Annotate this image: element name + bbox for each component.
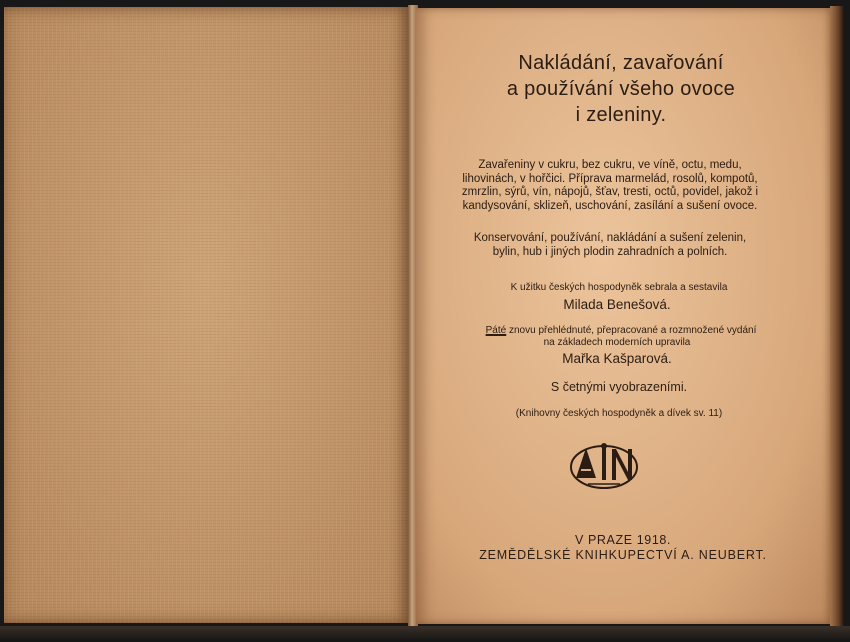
author-name-2: Mařka Kašparová.	[562, 351, 672, 366]
edition-number: Páté	[485, 325, 507, 336]
publication-place-year: V PRAZE 1918.	[574, 533, 672, 547]
book-title	[436, 50, 806, 128]
edition-description: znovu přehlédnuté, přepracované a rozmnožené vydání	[508, 325, 757, 336]
binding-edge	[0, 626, 850, 642]
publisher-emblem-icon	[568, 440, 640, 492]
title-line-3: i zeleniny.	[575, 104, 667, 126]
description-vegetables: Konservování, používání, nakládání a sušení zelenin, bylin, hub i jiných plodin zahradních a polních.	[473, 232, 747, 258]
title-page	[416, 8, 830, 624]
page-edge	[830, 6, 844, 626]
publisher-name: ZEMĚDĚLSKÉ KNIHKUPECTVÍ A. NEUBERT.	[479, 548, 767, 562]
title-line-2: a používání všeho ovoce	[506, 78, 736, 100]
compiler-credit: K užitku českých hospodyněk sebrala a sestavila	[510, 282, 728, 293]
left-endpaper	[4, 7, 408, 623]
series-note: (Knihovny českých hospodyněk a dívek sv. 11)	[515, 408, 723, 419]
illustrations-note: S četnými vyobrazeními.	[550, 380, 688, 394]
editor-credit: na základech moderních upravila	[543, 337, 691, 348]
title-line-1: Nakládání, zavařování	[518, 52, 724, 74]
description-fruit: Zavařeniny v cukru, bez cukru, ve víně, octu, medu, lihovinách, v hořčici. Příprava marmelád, rosolů, kompotů, zmrzlin, sýrů, vín, nápojů, šťav, tresti, octů, povidel, jakož i kandysování, sklizeň, uschování, zasílání a sušení ovoce.	[461, 159, 759, 213]
author-name-1: Milada Benešová.	[563, 297, 671, 312]
edition-credit	[414, 325, 828, 337]
